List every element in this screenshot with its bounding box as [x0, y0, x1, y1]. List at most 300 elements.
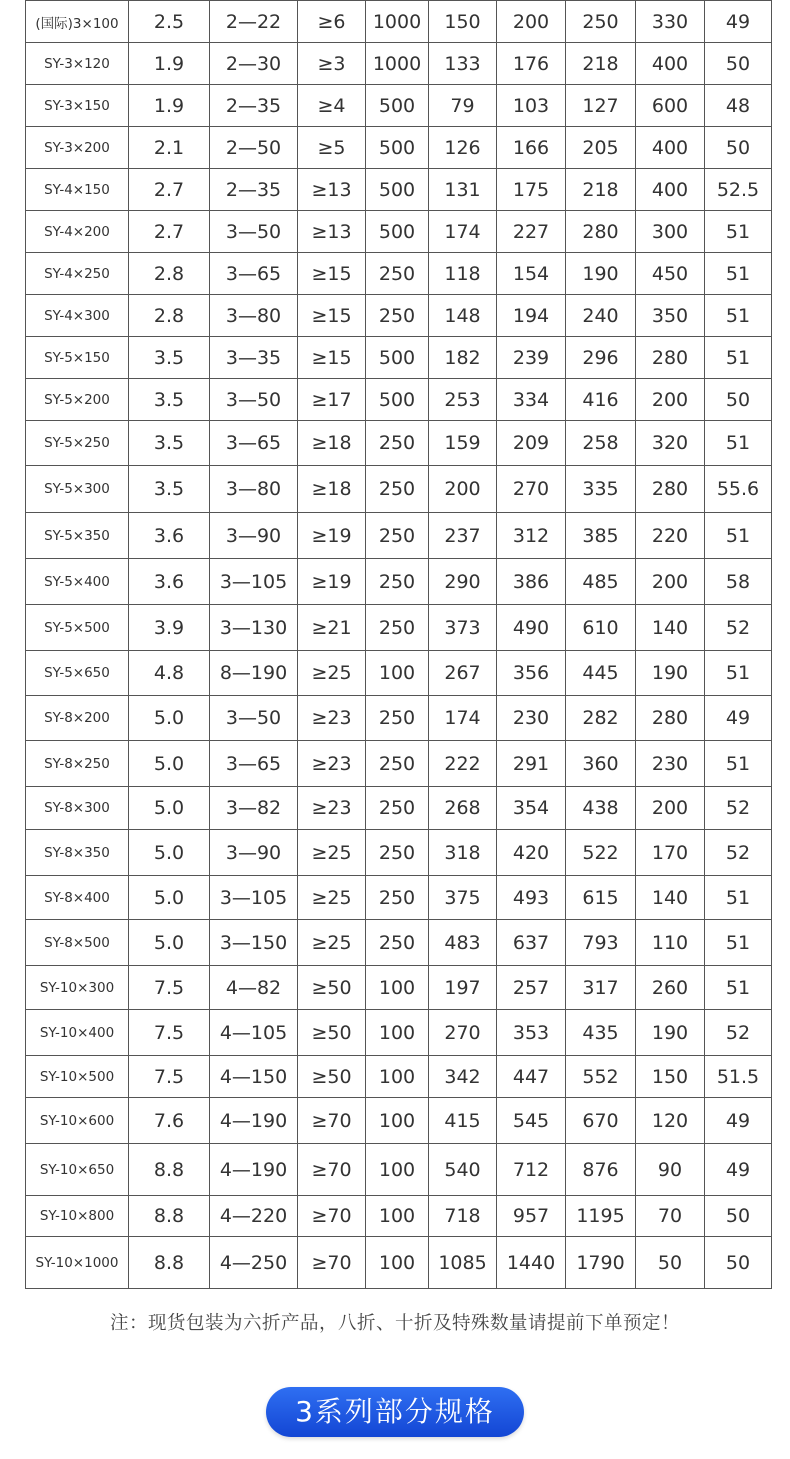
table-row	[26, 379, 772, 421]
cell-price-b: 354	[497, 787, 566, 830]
cell-count: ≥19	[298, 559, 366, 605]
cell-price-b: 257	[497, 966, 566, 1010]
cell-width: 51	[705, 741, 772, 787]
cell-length: 200	[636, 559, 705, 605]
cell-price-b: 291	[497, 741, 566, 787]
cell-price-b: 200	[497, 1, 566, 43]
cell-length: 110	[636, 920, 705, 966]
cell-pack: 100	[366, 1237, 429, 1289]
cell-width: 50	[705, 43, 772, 85]
cell-thickness: 5.0	[129, 787, 210, 830]
cell-count: ≥21	[298, 605, 366, 651]
cell-width: 50	[705, 127, 772, 169]
cell-model: SY-5×400	[26, 559, 129, 605]
cell-width: 51	[705, 966, 772, 1010]
cell-price-c: 385	[566, 513, 636, 559]
cell-length: 400	[636, 127, 705, 169]
cell-price-a: 270	[429, 1010, 497, 1056]
cell-count: ≥50	[298, 966, 366, 1010]
table-row	[26, 559, 772, 605]
table-row	[26, 605, 772, 651]
cell-price-c: 876	[566, 1144, 636, 1196]
cell-length: 70	[636, 1196, 705, 1237]
cell-pack: 250	[366, 696, 429, 741]
cell-length: 280	[636, 337, 705, 379]
cell-count: ≥6	[298, 1, 366, 43]
cell-price-a: 375	[429, 876, 497, 920]
cell-thickness: 3.5	[129, 337, 210, 379]
cell-model: SY-10×400	[26, 1010, 129, 1056]
cell-price-b: 1440	[497, 1237, 566, 1289]
cell-width: 52	[705, 787, 772, 830]
cell-model: SY-10×300	[26, 966, 129, 1010]
cell-width: 55.6	[705, 466, 772, 513]
cell-range: 4—190	[210, 1144, 298, 1196]
cell-pack: 250	[366, 253, 429, 295]
cell-price-c: 445	[566, 651, 636, 696]
cell-thickness: 2.8	[129, 253, 210, 295]
spec-table-body	[26, 1, 772, 1289]
cell-count: ≥25	[298, 830, 366, 876]
cell-model: SY-4×250	[26, 253, 129, 295]
cell-price-c: 240	[566, 295, 636, 337]
table-row	[26, 1196, 772, 1237]
cell-count: ≥23	[298, 696, 366, 741]
table-row	[26, 1056, 772, 1098]
cell-thickness: 7.5	[129, 1056, 210, 1098]
cell-count: ≥25	[298, 876, 366, 920]
cell-price-b: 420	[497, 830, 566, 876]
cell-price-a: 415	[429, 1098, 497, 1144]
cell-range: 3—90	[210, 513, 298, 559]
cell-width: 52	[705, 605, 772, 651]
cell-length: 230	[636, 741, 705, 787]
cell-count: ≥23	[298, 741, 366, 787]
cell-range: 2—30	[210, 43, 298, 85]
cell-price-b: 353	[497, 1010, 566, 1056]
cell-price-a: 197	[429, 966, 497, 1010]
cell-price-b: 545	[497, 1098, 566, 1144]
cell-count: ≥70	[298, 1237, 366, 1289]
cell-thickness: 7.5	[129, 966, 210, 1010]
cell-price-c: 793	[566, 920, 636, 966]
cell-range: 3—50	[210, 379, 298, 421]
cell-pack: 500	[366, 379, 429, 421]
cell-length: 350	[636, 295, 705, 337]
cell-price-b: 490	[497, 605, 566, 651]
cell-price-b: 227	[497, 211, 566, 253]
cell-price-c: 218	[566, 169, 636, 211]
cell-price-a: 174	[429, 211, 497, 253]
cell-count: ≥13	[298, 211, 366, 253]
cell-length: 450	[636, 253, 705, 295]
cell-width: 49	[705, 1, 772, 43]
cell-price-c: 416	[566, 379, 636, 421]
cell-model: SY-10×650	[26, 1144, 129, 1196]
cell-price-c: 670	[566, 1098, 636, 1144]
cell-length: 140	[636, 605, 705, 651]
cell-count: ≥5	[298, 127, 366, 169]
cell-price-a: 131	[429, 169, 497, 211]
cell-price-c: 205	[566, 127, 636, 169]
cell-pack: 250	[366, 466, 429, 513]
cell-price-a: 133	[429, 43, 497, 85]
cell-model: SY-8×400	[26, 876, 129, 920]
cell-price-b: 270	[497, 466, 566, 513]
cell-price-a: 118	[429, 253, 497, 295]
cell-price-c: 280	[566, 211, 636, 253]
cell-count: ≥18	[298, 466, 366, 513]
cell-length: 400	[636, 169, 705, 211]
cell-price-b: 176	[497, 43, 566, 85]
cell-price-a: 318	[429, 830, 497, 876]
cell-count: ≥13	[298, 169, 366, 211]
cell-price-c: 127	[566, 85, 636, 127]
cell-count: ≥3	[298, 43, 366, 85]
cell-price-a: 342	[429, 1056, 497, 1098]
cell-model: SY-8×350	[26, 830, 129, 876]
cell-length: 120	[636, 1098, 705, 1144]
cell-thickness: 5.0	[129, 920, 210, 966]
table-row	[26, 513, 772, 559]
cell-count: ≥19	[298, 513, 366, 559]
table-row	[26, 169, 772, 211]
cell-count: ≥23	[298, 787, 366, 830]
cell-model: SY-10×600	[26, 1098, 129, 1144]
cell-width: 52	[705, 830, 772, 876]
cell-range: 2—35	[210, 85, 298, 127]
cell-price-a: 182	[429, 337, 497, 379]
cell-price-b: 334	[497, 379, 566, 421]
cell-width: 51	[705, 651, 772, 696]
table-row	[26, 966, 772, 1010]
cell-width: 52.5	[705, 169, 772, 211]
cell-count: ≥50	[298, 1056, 366, 1098]
cell-range: 3—65	[210, 253, 298, 295]
cell-price-b: 637	[497, 920, 566, 966]
cell-thickness: 8.8	[129, 1237, 210, 1289]
cell-model: SY-8×300	[26, 787, 129, 830]
cell-price-b: 356	[497, 651, 566, 696]
cell-length: 90	[636, 1144, 705, 1196]
cell-range: 3—50	[210, 211, 298, 253]
cell-count: ≥15	[298, 337, 366, 379]
cell-thickness: 3.6	[129, 513, 210, 559]
cell-thickness: 1.9	[129, 43, 210, 85]
table-row	[26, 1010, 772, 1056]
table-row	[26, 127, 772, 169]
cell-count: ≥17	[298, 379, 366, 421]
table-row	[26, 253, 772, 295]
cell-price-c: 317	[566, 966, 636, 1010]
cell-count: ≥70	[298, 1144, 366, 1196]
cell-model: SY-5×300	[26, 466, 129, 513]
cell-pack: 1000	[366, 43, 429, 85]
cell-length: 190	[636, 1010, 705, 1056]
cell-length: 400	[636, 43, 705, 85]
cell-range: 2—22	[210, 1, 298, 43]
cell-price-a: 540	[429, 1144, 497, 1196]
cell-price-b: 194	[497, 295, 566, 337]
cell-thickness: 4.8	[129, 651, 210, 696]
cell-width: 50	[705, 1237, 772, 1289]
cell-price-a: 79	[429, 85, 497, 127]
cell-price-b: 312	[497, 513, 566, 559]
cell-length: 300	[636, 211, 705, 253]
cell-price-b: 154	[497, 253, 566, 295]
cell-price-c: 190	[566, 253, 636, 295]
cell-range: 3—105	[210, 876, 298, 920]
cell-price-b: 239	[497, 337, 566, 379]
cell-pack: 250	[366, 559, 429, 605]
cell-length: 280	[636, 696, 705, 741]
cell-pack: 250	[366, 295, 429, 337]
cell-length: 170	[636, 830, 705, 876]
cell-length: 140	[636, 876, 705, 920]
cell-model: SY-8×250	[26, 741, 129, 787]
cell-pack: 1000	[366, 1, 429, 43]
cell-price-b: 447	[497, 1056, 566, 1098]
cell-price-a: 267	[429, 651, 497, 696]
cell-thickness: 3.9	[129, 605, 210, 651]
table-row	[26, 466, 772, 513]
cell-width: 51	[705, 337, 772, 379]
table-row	[26, 651, 772, 696]
cell-width: 51	[705, 295, 772, 337]
cell-width: 51	[705, 876, 772, 920]
cell-price-c: 335	[566, 466, 636, 513]
cell-price-a: 150	[429, 1, 497, 43]
cell-width: 48	[705, 85, 772, 127]
cell-price-b: 166	[497, 127, 566, 169]
cell-price-a: 483	[429, 920, 497, 966]
series-3-specs-button[interactable]: 3系列部分规格	[266, 1387, 524, 1437]
spec-table	[25, 0, 772, 1289]
cell-pack: 500	[366, 337, 429, 379]
cell-width: 49	[705, 696, 772, 741]
cell-price-c: 250	[566, 1, 636, 43]
table-row	[26, 85, 772, 127]
cell-model: SY-5×650	[26, 651, 129, 696]
cell-range: 4—250	[210, 1237, 298, 1289]
cell-price-a: 222	[429, 741, 497, 787]
cell-model: SY-10×500	[26, 1056, 129, 1098]
cell-price-c: 615	[566, 876, 636, 920]
cell-pack: 250	[366, 741, 429, 787]
cell-range: 3—50	[210, 696, 298, 741]
table-row	[26, 337, 772, 379]
cell-price-a: 200	[429, 466, 497, 513]
cell-pack: 250	[366, 605, 429, 651]
cell-range: 2—50	[210, 127, 298, 169]
cell-thickness: 3.5	[129, 466, 210, 513]
cell-model: SY-10×800	[26, 1196, 129, 1237]
table-row	[26, 920, 772, 966]
cell-pack: 250	[366, 421, 429, 466]
cell-pack: 250	[366, 920, 429, 966]
cell-price-a: 126	[429, 127, 497, 169]
cell-width: 51	[705, 513, 772, 559]
cell-price-c: 435	[566, 1010, 636, 1056]
cell-count: ≥50	[298, 1010, 366, 1056]
table-row	[26, 876, 772, 920]
cell-price-c: 552	[566, 1056, 636, 1098]
cell-width: 52	[705, 1010, 772, 1056]
cell-pack: 100	[366, 1144, 429, 1196]
cell-price-a: 253	[429, 379, 497, 421]
cell-model: SY-8×500	[26, 920, 129, 966]
cell-price-a: 268	[429, 787, 497, 830]
cell-pack: 100	[366, 1056, 429, 1098]
cell-price-a: 373	[429, 605, 497, 651]
table-row	[26, 421, 772, 466]
table-row	[26, 830, 772, 876]
cell-length: 260	[636, 966, 705, 1010]
table-row	[26, 211, 772, 253]
table-row	[26, 741, 772, 787]
cell-pack: 500	[366, 211, 429, 253]
cell-range: 3—35	[210, 337, 298, 379]
cell-pack: 100	[366, 651, 429, 696]
cell-range: 3—105	[210, 559, 298, 605]
cell-range: 4—150	[210, 1056, 298, 1098]
cell-width: 50	[705, 1196, 772, 1237]
cell-length: 280	[636, 466, 705, 513]
table-row	[26, 787, 772, 830]
cell-count: ≥4	[298, 85, 366, 127]
cell-thickness: 3.5	[129, 379, 210, 421]
cell-price-b: 712	[497, 1144, 566, 1196]
cell-range: 3—65	[210, 421, 298, 466]
cell-price-b: 103	[497, 85, 566, 127]
cell-price-c: 438	[566, 787, 636, 830]
cell-thickness: 1.9	[129, 85, 210, 127]
cell-model: SY-3×120	[26, 43, 129, 85]
table-row	[26, 43, 772, 85]
cell-price-c: 218	[566, 43, 636, 85]
cell-pack: 500	[366, 85, 429, 127]
cell-price-b: 493	[497, 876, 566, 920]
cell-model: SY-5×350	[26, 513, 129, 559]
cell-price-a: 174	[429, 696, 497, 741]
cell-model: (国际)3×100	[26, 1, 129, 43]
cell-thickness: 8.8	[129, 1144, 210, 1196]
cell-pack: 500	[366, 127, 429, 169]
cell-price-c: 485	[566, 559, 636, 605]
cell-count: ≥15	[298, 253, 366, 295]
cell-range: 3—82	[210, 787, 298, 830]
cell-price-c: 360	[566, 741, 636, 787]
cell-length: 50	[636, 1237, 705, 1289]
cell-length: 600	[636, 85, 705, 127]
cell-model: SY-10×1000	[26, 1237, 129, 1289]
cell-thickness: 3.5	[129, 421, 210, 466]
cell-range: 4—105	[210, 1010, 298, 1056]
cell-length: 220	[636, 513, 705, 559]
cell-price-c: 522	[566, 830, 636, 876]
cell-pack: 100	[366, 1196, 429, 1237]
cell-pack: 500	[366, 169, 429, 211]
cell-model: SY-3×200	[26, 127, 129, 169]
cell-range: 2—35	[210, 169, 298, 211]
cell-price-b: 386	[497, 559, 566, 605]
cell-width: 58	[705, 559, 772, 605]
cell-thickness: 2.5	[129, 1, 210, 43]
cell-width: 50	[705, 379, 772, 421]
cell-model: SY-5×200	[26, 379, 129, 421]
cell-price-a: 718	[429, 1196, 497, 1237]
cell-thickness: 2.7	[129, 169, 210, 211]
cell-range: 3—150	[210, 920, 298, 966]
cell-price-a: 148	[429, 295, 497, 337]
cell-length: 200	[636, 787, 705, 830]
cell-count: ≥25	[298, 651, 366, 696]
cell-width: 49	[705, 1098, 772, 1144]
cell-length: 200	[636, 379, 705, 421]
cell-range: 3—90	[210, 830, 298, 876]
cell-length: 320	[636, 421, 705, 466]
table-row	[26, 1, 772, 43]
cell-thickness: 2.7	[129, 211, 210, 253]
cell-price-c: 296	[566, 337, 636, 379]
cell-thickness: 8.8	[129, 1196, 210, 1237]
cell-pack: 100	[366, 1098, 429, 1144]
cell-range: 4—190	[210, 1098, 298, 1144]
cell-length: 190	[636, 651, 705, 696]
cell-model: SY-4×200	[26, 211, 129, 253]
cell-price-b: 209	[497, 421, 566, 466]
cell-price-a: 159	[429, 421, 497, 466]
cell-range: 3—80	[210, 295, 298, 337]
cell-price-c: 1195	[566, 1196, 636, 1237]
table-row	[26, 295, 772, 337]
cell-model: SY-4×300	[26, 295, 129, 337]
cell-thickness: 3.6	[129, 559, 210, 605]
cell-count: ≥25	[298, 920, 366, 966]
cell-price-c: 258	[566, 421, 636, 466]
cell-model: SY-3×150	[26, 85, 129, 127]
table-row	[26, 696, 772, 741]
cell-width: 51	[705, 421, 772, 466]
cell-length: 150	[636, 1056, 705, 1098]
cell-width: 51	[705, 211, 772, 253]
cell-price-b: 175	[497, 169, 566, 211]
cell-pack: 250	[366, 830, 429, 876]
cell-width: 51.5	[705, 1056, 772, 1098]
cell-width: 51	[705, 253, 772, 295]
cell-thickness: 5.0	[129, 830, 210, 876]
cell-range: 3—65	[210, 741, 298, 787]
cell-count: ≥15	[298, 295, 366, 337]
cell-model: SY-8×200	[26, 696, 129, 741]
cell-pack: 250	[366, 513, 429, 559]
cell-pack: 250	[366, 876, 429, 920]
cell-thickness: 7.6	[129, 1098, 210, 1144]
cell-count: ≥70	[298, 1098, 366, 1144]
cell-model: SY-5×500	[26, 605, 129, 651]
cell-pack: 250	[366, 787, 429, 830]
cell-price-a: 237	[429, 513, 497, 559]
cell-model: SY-5×150	[26, 337, 129, 379]
cell-range: 3—80	[210, 466, 298, 513]
cell-count: ≥18	[298, 421, 366, 466]
cell-width: 49	[705, 1144, 772, 1196]
table-row	[26, 1237, 772, 1289]
cell-price-a: 290	[429, 559, 497, 605]
cell-thickness: 5.0	[129, 696, 210, 741]
cell-price-c: 282	[566, 696, 636, 741]
table-row	[26, 1144, 772, 1196]
